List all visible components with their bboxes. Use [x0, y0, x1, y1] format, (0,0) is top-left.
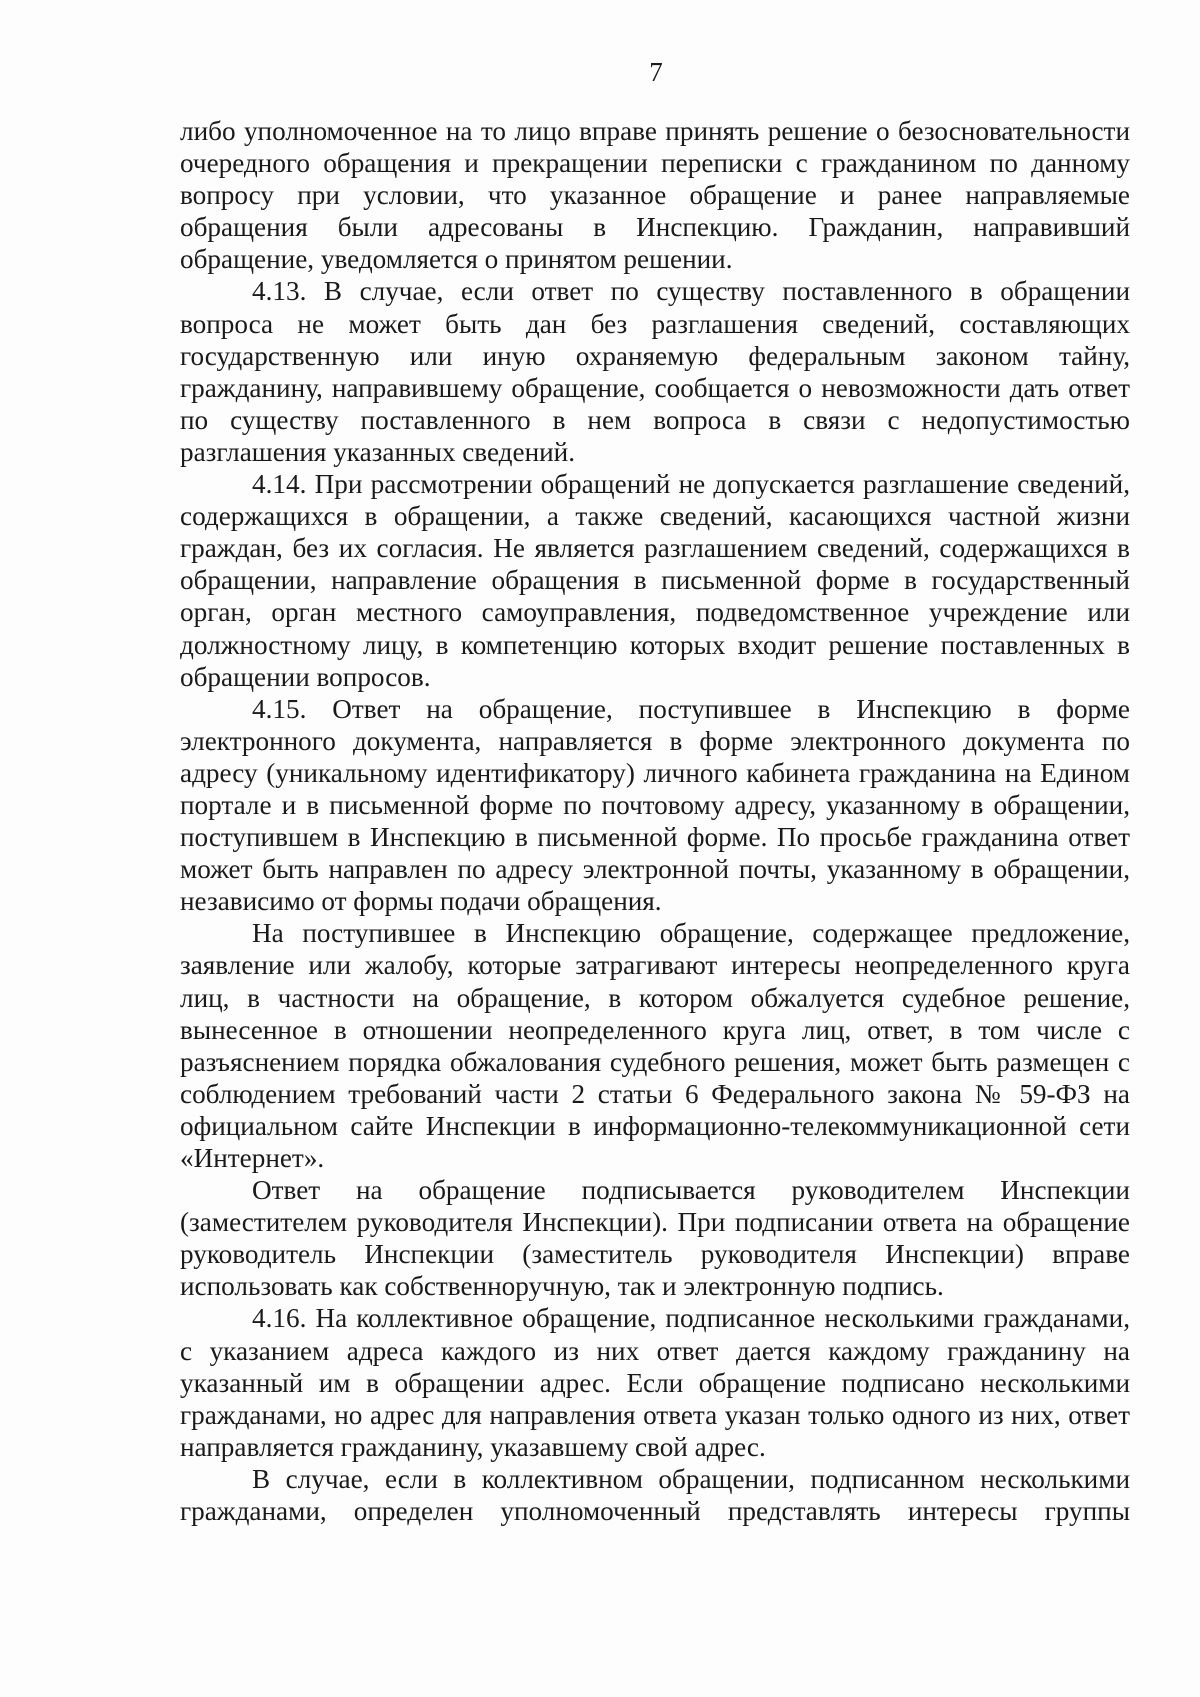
paragraph-4-15: 4.15. Ответ на обращение, поступившее в Инспекцию в форме электронного документа, направляется в форме электронного документа по адресу (уникальному идентификатору) личного кабинета гражданина на Едином портале и в письменной форме по почтовому адресу, указанному в обращении, поступившем в Инспекцию в письменной форме. По просьбе гражданина ответ может быть направлен по адресу электронной почты, указанному в обращении, независимо от формы подачи обращения. [180, 693, 1130, 917]
paragraph-4-13: 4.13. В случае, если ответ по существу поставленного в обращении вопроса не может быть дан без разглашения сведений, составляющих государственную или иную охраняемую федеральным законом тайну, гражданину, направившему обращение, сообщается о невозможности дать ответ по существу поставленного в нем вопроса в связи с недопустимостью разглашения указанных сведений. [180, 276, 1130, 467]
paragraph-4-15-public-answer: На поступившее в Инспекцию обращение, содержащее предложение, заявление или жалобу, которые затрагивают интересы неопределенного круга лиц, в частности на обращение, в котором обжалуется судебное решение, вынесенное в отношении неопределенного круга лиц, ответ, в том числе с разъяснением порядка обжалования судебного решения, может быть размещен с соблюдением требований части 2 статьи 6 Федерального закона № 59-ФЗ на официальном сайте Инспекции в информационно-телекоммуникационной сети «Интернет». [180, 918, 1130, 1173]
paragraph-4-14: 4.14. При рассмотрении обращений не допускается разглашение сведений, содержащихся в обращении, а также сведений, касающихся частной жизни граждан, без их согласия. Не является разглашением сведений, содержащихся в обращении, направление обращения в письменной форме в государственный орган, орган местного самоуправления, подведомственное учреждение или должностному лицу, в компетенцию которых входит решение поставленных в обращении вопросов. [180, 469, 1130, 692]
paragraph-4-15-signature: Ответ на обращение подписывается руководителем Инспекции (заместителем руководителя Инспекции). При подписании ответа на обращение руководитель Инспекции (заместитель руководителя Инспекции) вправе использовать как собственноручную, так и электронную подпись. [180, 1175, 1130, 1302]
document-body [180, 115, 1130, 1527]
paragraph-4-16-group: В случае, если в коллективном обращении, подписанном несколькими гражданами, определен уполномоченный представлять интересы группы [180, 1463, 1130, 1527]
paragraph-continuation: либо уполномоченное на то лицо вправе принять решение о безосновательности очередного обращения и прекращении переписки с гражданином по данному вопросу при условии, что указанное обращение и ранее направляемые обращения были адресованы в Инспекцию. Гражданин, направивший обращение, уведомляется о принятом решении. [180, 116, 1130, 275]
paragraph-4-16: 4.16. На коллективное обращение, подписанное несколькими гражданами, с указанием адреса каждого из них ответ дается каждому гражданину на указанный им в обращении адрес. Если обращение подписано несколькими гражданами, но адрес для направления ответа указан только одного из них, ответ направляется гражданину, указавшему свой адрес. [180, 1303, 1130, 1462]
page-number: 7 [649, 57, 663, 87]
